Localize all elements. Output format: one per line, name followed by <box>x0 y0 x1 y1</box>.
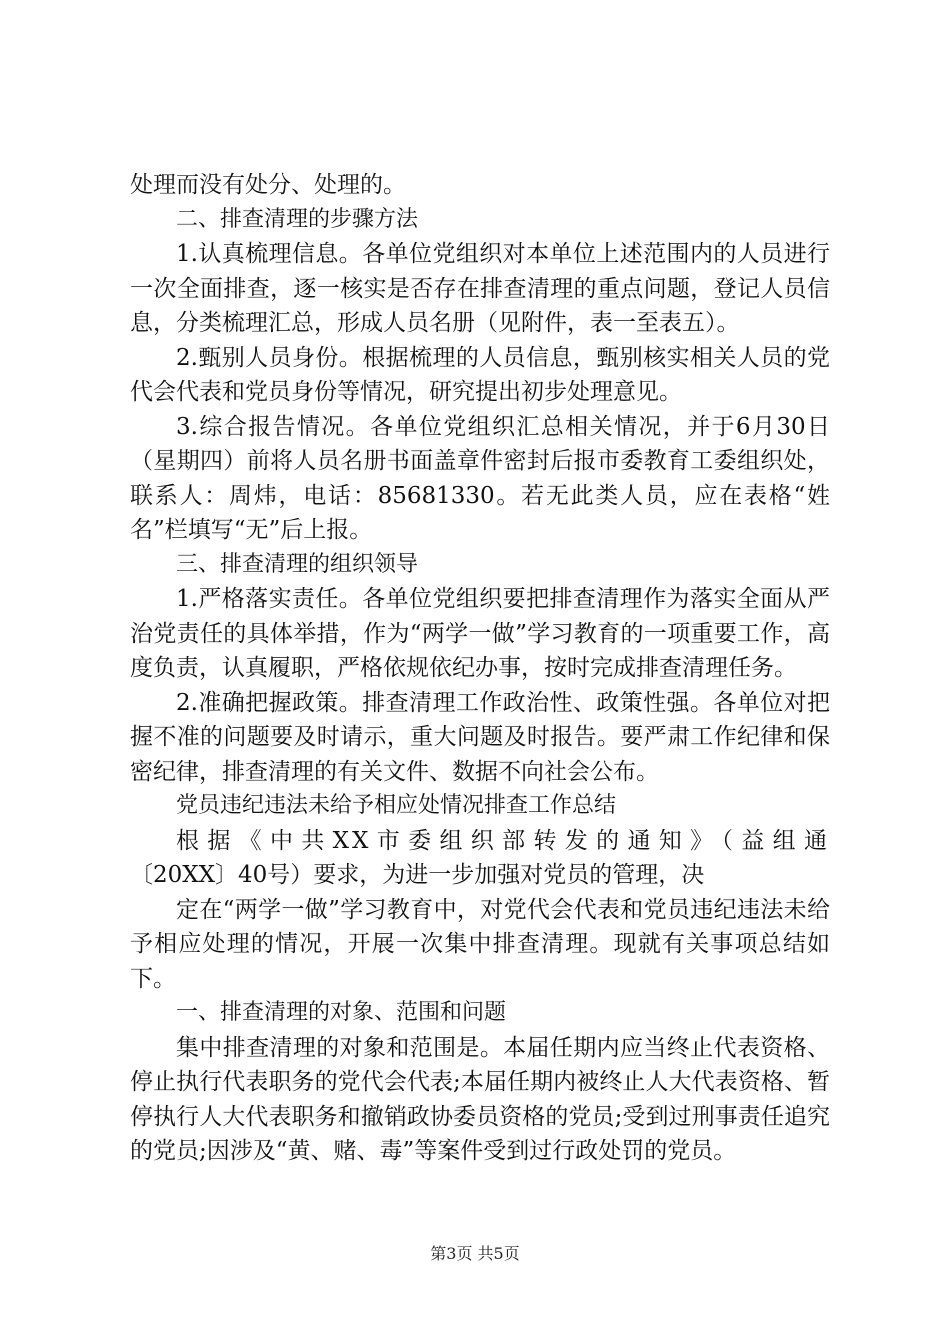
paragraph-scope: 集中排查清理的对象和范围是。本届任期内应当终止代表资格、停止执行代表职务的党代会代表;本届任期内被终止人大代表资格、暂停执行人大代表职务和撤销政协委员资格的党员;受到过刑事责任追究的党员;因涉及“黄、赌、毒”等案件受到过行政处罚的党员。 <box>130 1034 830 1164</box>
paragraph-leadership-1: 1.严格落实责任。各单位党组织要把排查清理作为落实全面从严治党责任的具体举措，作为“两学一做”学习教育的一项重要工作，高度负责，认真履职，严格依规依纪办事，按时完成排查清理任务。 <box>130 586 830 681</box>
section-heading-leadership: 三、排查清理的组织领导 <box>176 551 419 577</box>
paragraph-leadership-2: 2.准确把握政策。排查清理工作政治性、政策性强。各单位对把握不准的问题要及时请示，重大问题及时报告。要严肃工作纪律和保密纪律，排查清理的有关文件、数据不向社会公布。 <box>130 689 830 785</box>
paragraph-step-1: 1.认真梳理信息。各单位党组织对本单位上述范围内的人员进行一次全面排查，逐一核实是否存在排查清理的重点问题，登记人员信息，分类梳理汇总，形成人员名册（见附件，表一至表五）。 <box>130 241 830 336</box>
document-title: 党员违纪违法未给予相应处情况排查工作总结 <box>176 793 617 818</box>
paragraph-intro-line-2: 〔20XX〕40号）要求，为进一步加强对党员的管理，决 <box>130 862 705 888</box>
paragraph-step-2: 2.甄别人员身份。根据梳理的人员信息，甄别核实相关人员的党代会代表和党员身份等情况，研究提出初步处理意见。 <box>130 344 830 405</box>
paragraph-intro-continuation: 定在“两学一做”学习教育中，对党代会代表和党员违纪违法未给予相应处理的情况，开展一次集中排查清理。现就有关事项总结如下。 <box>130 896 830 992</box>
document-body <box>130 168 830 1169</box>
paragraph-intro-line-1: 根据《中共XX市委组织部转发的通知》（益组通 <box>176 827 830 854</box>
section-heading-steps: 二、排查清理的步骤方法 <box>176 206 419 232</box>
section-heading-scope: 一、排查清理的对象、范围和问题 <box>176 1000 507 1025</box>
paragraph-continuation: 处理而没有处分、处理的。 <box>130 172 406 198</box>
paragraph-step-3: 3.综合报告情况。各单位党组织汇总相关情况，并于6月30日（星期四）前将人员名册书面盖章件密封后报市委教育工委组织处，联系人：周炜，电话：85681330。若无此类人员，应在表格“姓名”栏填写“无”后上报。 <box>130 413 830 543</box>
page-number-footer: 第3页 共5页 <box>430 1244 520 1263</box>
